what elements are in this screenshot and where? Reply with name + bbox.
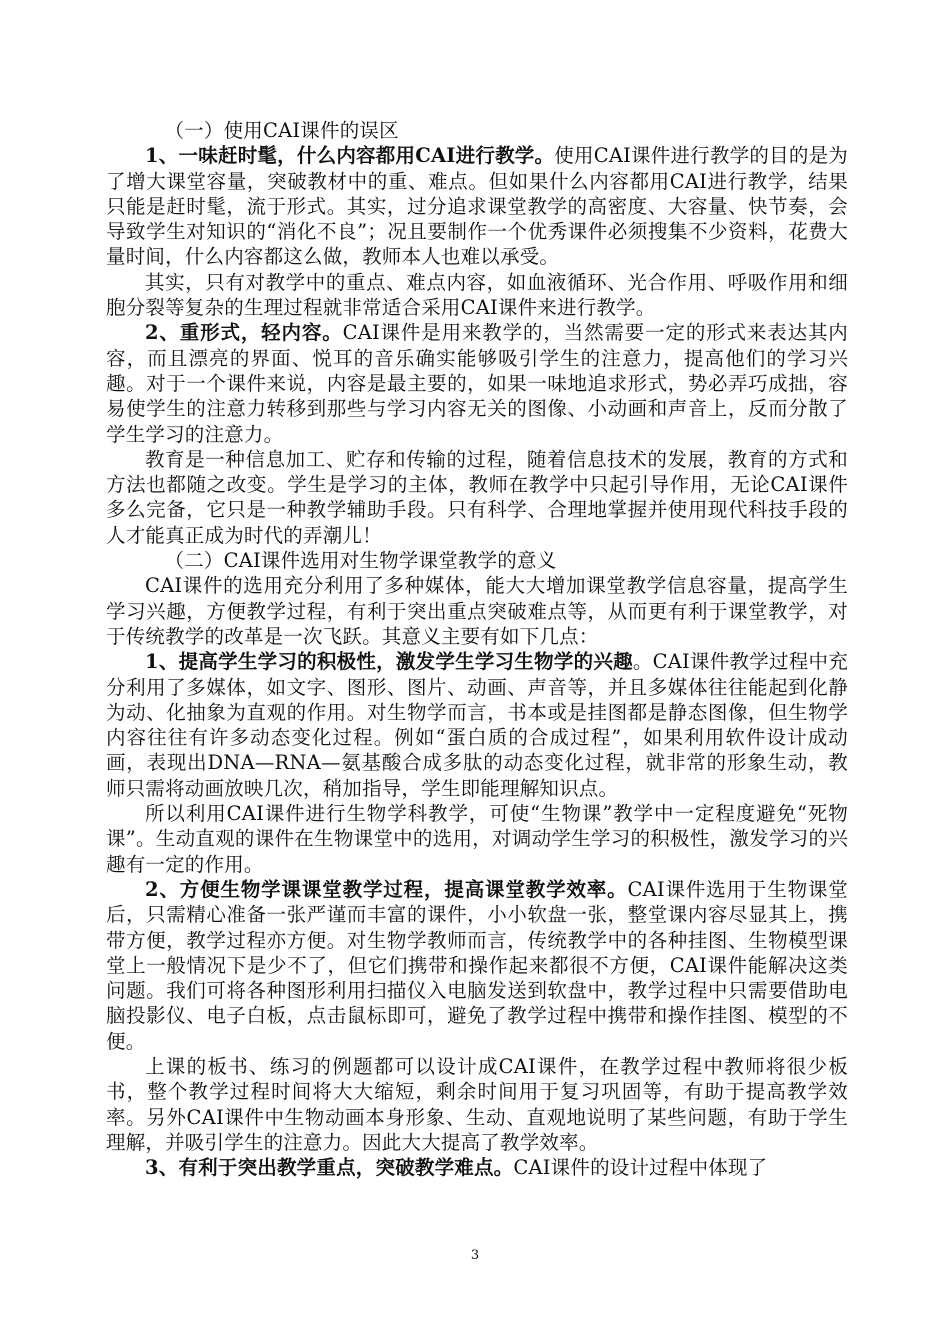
paragraph-text: 。CAI课件教学过程中充分利用了多媒体，如文字、图形、图片、动画、声音等，并且多媒体往往能起到化静为动、化抽象为直观的作用。对生物学而言，书本或是挂图都是静态图像，但生物学内容往往有许多动态变化过程。例如“蛋白质的合成过程”，如果利用软件设计成动画，表现出DNA—RNA—氨基酸合成多肽的动态变化过程，就非常的形象生动，教师只需将动画放映几次，稍加指导，学生即能理解知识点。	[106, 650, 848, 800]
paragraph-text: （一）使用CAI课件的误区	[164, 119, 399, 142]
paragraph-text: 上课的板书、练习的例题都可以设计成CAI课件，在教学过程中教师将很少板书，整个教学过程时间将大大缩短，剩余时间用于复习巩固等，有助于提高教学效率。另外CAI课件中生物动画本身形象、生动、直观地说明了某些问题，有助于学生理解，并吸引学生的注意力。因此大大提高了教学效率。	[106, 1054, 848, 1154]
body-text	[106, 118, 848, 1180]
paragraph-lead: 2、方便生物学课课堂教学过程，提高课堂教学效率。	[145, 877, 628, 901]
paragraph-lead: 1、提高学生学习的积极性，激发学生学习生物学的兴趣	[145, 650, 633, 674]
paragraph	[106, 1155, 848, 1180]
paragraph	[106, 573, 848, 649]
paragraph-text: 所以利用CAI课件进行生物学科教学，可使“生物课”教学中一定程度避免“死物课”。生动直观的课件在生物课堂中的选用，对调动学生学习的积极性，激发学习的兴趣有一定的作用。	[106, 802, 848, 876]
paragraph	[106, 1054, 848, 1155]
paragraph-text: CAI课件选用于生物课堂后，只需精心准备一张严谨而丰富的课件，小小软盘一张，整堂课内容尽显其上，携带方便，教学过程亦方便。对生物学教师而言，传统教学中的各种挂图、生物模型课堂上一般情况下是少不了，但它们携带和操作起来都很不方便，CAI课件能解决这类问题。我们可将各种图形利用扫描仪入电脑发送到软盘中，教学过程中只需要借助电脑投影仪、电子白板，点击鼠标即可，避免了教学过程中携带和操作挂图、模型的不便。	[106, 877, 849, 1053]
paragraph-text: CAI课件的设计过程中体现了	[513, 1156, 768, 1180]
paragraph-text: CAI课件是用来教学的，当然需要一定的形式来表达其内容，而且漂亮的界面、悦耳的音乐确实能够吸引学生的注意力，提高他们的学习兴趣。对于一个课件来说，内容是最主要的，如果一味地追求形式，势必弄巧成拙，容易使学生的注意力转移到那些与学习内容无关的图像、小动画和声音上，反而分散了学生学习的注意力。	[106, 321, 848, 446]
paragraph	[106, 877, 848, 1054]
paragraph-text: 其实，只有对教学中的重点、难点内容，如血液循环、光合作用、呼吸作用和细胞分裂等复杂的生理过程就非常适合采用CAI课件来进行教学。	[106, 270, 848, 320]
section-heading	[106, 548, 848, 573]
paragraph-lead: 1、一味赶时髦，什么内容都用CAI进行教学。	[145, 144, 555, 168]
paragraph-lead: 3、有利于突出教学重点，突破教学难点。	[145, 1156, 514, 1180]
paragraph-text: CAI课件的选用充分利用了多种媒体，能大大增加课堂教学信息容量，提高学生学习兴趣，方便教学过程，有利于突出重点突破难点等，从而更有利于课堂教学，对于传统教学的改革是一次飞跃。其意义主要有如下几点：	[106, 574, 848, 648]
section-heading	[106, 118, 848, 143]
paragraph-text: 使用CAI课件进行教学的目的是为了增大课堂容量，突破教材中的重、难点。但如果什么内容都用CAI进行教学，结果只能是赶时髦，流于形式。其实，过分追求课堂教学的高密度、大容量、快节奏，会导致学生对知识的“消化不良”；况且要制作一个优秀课件必须搜集不少资料，花费大量时间，什么内容都这么做，教师本人也难以承受。	[106, 144, 849, 269]
page-number: 3	[470, 1248, 480, 1263]
paragraph	[106, 649, 848, 801]
paragraph	[106, 447, 848, 548]
paragraph-text: （二）CAI课件选用对生物学课堂教学的意义	[164, 549, 557, 573]
paragraph	[106, 143, 848, 269]
paragraph-lead: 2、重形式，轻内容。	[145, 321, 343, 345]
paragraph	[106, 801, 848, 877]
paragraph	[106, 320, 848, 446]
paragraph-text: 教育是一种信息加工、贮存和传输的过程，随着信息技术的发展，教育的方式和方法也都随之改变。学生是学习的主体，教师在教学中只起引导作用，无论CAI课件多么完备，它只是一种教学辅助手段。只有科学、合理地掌握并使用现代科技手段的人才能真正成为时代的弄潮儿！	[106, 447, 848, 547]
paragraph	[106, 270, 848, 321]
